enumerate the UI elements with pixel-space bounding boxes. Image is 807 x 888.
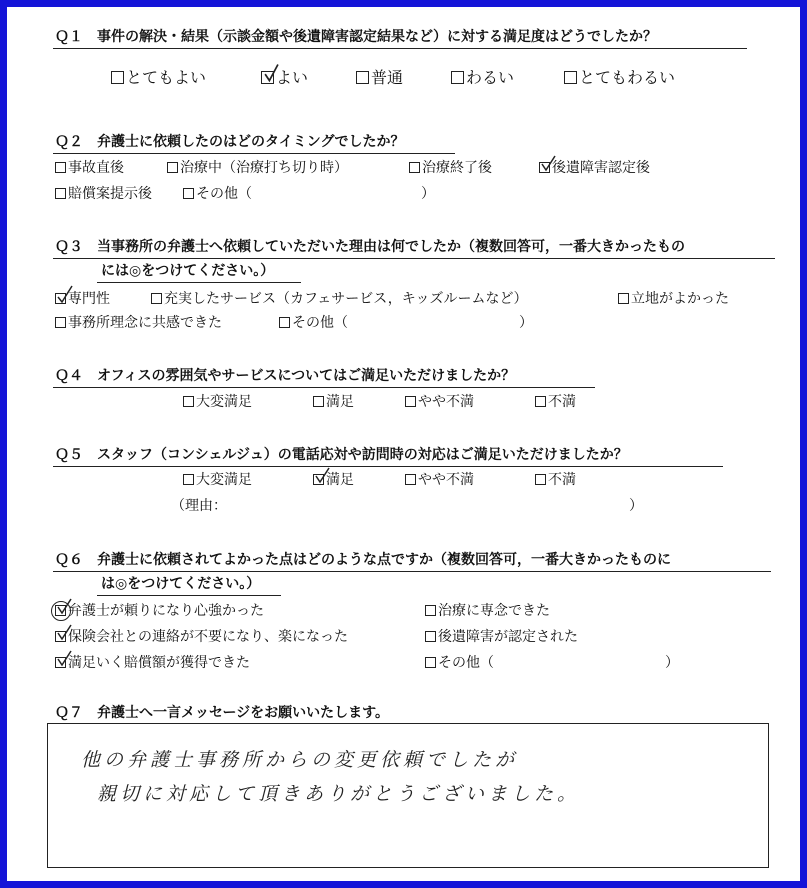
question-number: Ｑ１ [55, 29, 83, 45]
q5-reason-close: ） [629, 498, 643, 514]
question-number: Ｑ５ [55, 447, 83, 463]
question-number: Ｑ６ [55, 552, 83, 568]
checkbox-icon[interactable] [313, 474, 324, 485]
underline [53, 466, 723, 467]
q1-option-average[interactable]: 普通 [356, 68, 403, 88]
q6-option-disability-certified[interactable]: 後遺障害が認定された [425, 628, 578, 646]
checkbox-icon[interactable] [55, 317, 66, 328]
q5-reason-label: （理由： [171, 498, 227, 514]
question-2 [55, 133, 404, 151]
underline [53, 258, 775, 259]
checkbox-icon[interactable] [535, 396, 546, 407]
checkbox-icon[interactable] [405, 474, 416, 485]
q3-option-expertise[interactable]: 専門性 [55, 290, 110, 308]
q2-option-after-treatment[interactable]: 治療終了後 [409, 159, 492, 177]
checkmark-icon [57, 284, 72, 304]
question-text: 弁護士に依頼したのはどのタイミングでしたか？ [97, 134, 405, 150]
checkbox-icon[interactable] [425, 657, 436, 668]
question-text: 弁護士へ一言メッセージをお願いいたします。 [97, 705, 390, 721]
q4-option-dissatisfied[interactable]: 不満 [535, 393, 576, 411]
question-7 [55, 704, 389, 722]
q6-option-other[interactable]: その他（ [425, 654, 494, 672]
question-number: Ｑ２ [55, 134, 83, 150]
checkbox-icon[interactable] [425, 631, 436, 642]
handwritten-message-line-2: 親切に対応して頂きありがとうございました。 [97, 783, 581, 805]
checkmark-icon [57, 599, 72, 615]
checkbox-icon[interactable] [261, 71, 274, 84]
checkbox-icon[interactable] [618, 293, 629, 304]
checkbox-icon[interactable] [111, 71, 124, 84]
checkbox-icon[interactable] [55, 631, 66, 642]
checkbox-icon[interactable] [55, 188, 66, 199]
question-6-cont: は◎をつけてください。） [101, 576, 261, 592]
question-3 [55, 238, 685, 256]
q2-option-other[interactable]: その他（ [183, 185, 252, 203]
checkbox-icon[interactable] [451, 71, 464, 84]
question-text: 弁護士に依頼されてよかった点はどのような点ですか（複数回答可，一番大きかったものに [97, 552, 671, 568]
underline [97, 595, 281, 596]
question-text: 事件の解決・結果（示談金額や後遺障害認定結果など）に対する満足度はどうでしたか？ [97, 29, 657, 45]
checkbox-icon[interactable] [183, 188, 194, 199]
q5-option-satisfied[interactable]: 満足 [313, 471, 354, 489]
underline [53, 153, 455, 154]
q1-option-very-bad[interactable]: とてもわるい [564, 68, 675, 88]
question-3-cont: には◎をつけてください。） [101, 263, 275, 279]
checkmark-icon [541, 156, 556, 172]
checkbox-icon[interactable] [535, 474, 546, 485]
q4-option-satisfied[interactable]: 満足 [313, 393, 354, 411]
q6-option-compensation[interactable]: 満足いく賠償額が獲得できた [55, 654, 250, 672]
checkbox-icon[interactable] [356, 71, 369, 84]
question-text: オフィスの雰囲気やサービスについてはご満足いただけましたか？ [97, 368, 516, 384]
q4-option-very-satisfied[interactable]: 大変満足 [183, 393, 252, 411]
q6-other-close: ） [665, 655, 679, 671]
q5-option-somewhat-dissatisfied[interactable]: やや不満 [405, 471, 474, 489]
checkbox-icon[interactable] [55, 657, 66, 668]
checkbox-icon[interactable] [539, 162, 550, 173]
q5-option-dissatisfied[interactable]: 不満 [535, 471, 576, 489]
question-text: スタッフ（コンシェルジュ）の電話応対や訪問時の対応はご満足いただけましたか？ [97, 447, 628, 463]
q3-other-close: ） [519, 315, 533, 331]
question-5 [55, 446, 628, 464]
question-4 [55, 367, 515, 385]
question-number: Ｑ７ [55, 705, 83, 721]
underline [53, 387, 595, 388]
q2-option-right-after-accident[interactable]: 事故直後 [55, 159, 124, 177]
checkbox-icon[interactable] [183, 396, 194, 407]
q3-option-other[interactable]: その他（ [279, 314, 348, 332]
checkmark-icon [57, 625, 72, 641]
checkmark-icon [263, 62, 279, 82]
checkbox-icon[interactable] [313, 396, 324, 407]
q4-option-somewhat-dissatisfied[interactable]: やや不満 [405, 393, 474, 411]
checkmark-icon [57, 651, 72, 667]
checkbox-icon[interactable] [151, 293, 162, 304]
q6-option-no-insurance-contact[interactable]: 保険会社との連絡が不要になり、楽になった [55, 628, 348, 646]
checkbox-icon[interactable] [55, 605, 66, 616]
checkbox-icon[interactable] [55, 162, 66, 173]
checkbox-icon[interactable] [564, 71, 577, 84]
q2-option-after-disability-cert[interactable]: 後遺障害認定後 [539, 159, 650, 177]
underline [53, 48, 747, 49]
checkbox-icon[interactable] [167, 162, 178, 173]
checkmark-icon [315, 468, 330, 484]
q3-option-location[interactable]: 立地がよかった [618, 290, 729, 308]
checkbox-icon[interactable] [405, 396, 416, 407]
question-6 [55, 551, 671, 569]
q2-other-close: ） [421, 186, 435, 202]
q1-option-good[interactable]: よい [261, 68, 308, 88]
underline [97, 282, 301, 283]
q3-option-philosophy[interactable]: 事務所理念に共感できた [55, 314, 222, 332]
q2-option-after-offer[interactable]: 賠償案提示後 [55, 185, 152, 203]
question-number: Ｑ３ [55, 239, 83, 255]
checkbox-icon[interactable] [55, 293, 66, 304]
q1-option-bad[interactable]: わるい [451, 68, 514, 88]
q3-option-services[interactable]: 充実したサービス（カフェサービス，キッズルームなど） [151, 290, 527, 308]
q6-option-focus-treatment[interactable]: 治療に専念できた [425, 602, 550, 620]
q6-option-reliable[interactable]: 弁護士が頼りになり心強かった [55, 602, 264, 620]
question-number: Ｑ４ [55, 368, 83, 384]
checkbox-icon[interactable] [409, 162, 420, 173]
checkbox-icon[interactable] [183, 474, 194, 485]
q5-option-very-satisfied[interactable]: 大変満足 [183, 471, 252, 489]
handwritten-message-line-1: 他の弁護士事務所からの変更依頼でしたが [81, 749, 519, 771]
question-text: 当事務所の弁護士へ依頼していただいた理由は何でしたか（複数回答可，一番大きかったもの [97, 239, 685, 255]
q1-option-very-good[interactable]: とてもよい [111, 68, 206, 88]
underline [53, 571, 771, 572]
checkbox-icon[interactable] [279, 317, 290, 328]
question-1 [55, 28, 657, 46]
q2-option-during-treatment[interactable]: 治療中（治療打ち切り時） [167, 159, 348, 177]
checkbox-icon[interactable] [425, 605, 436, 616]
